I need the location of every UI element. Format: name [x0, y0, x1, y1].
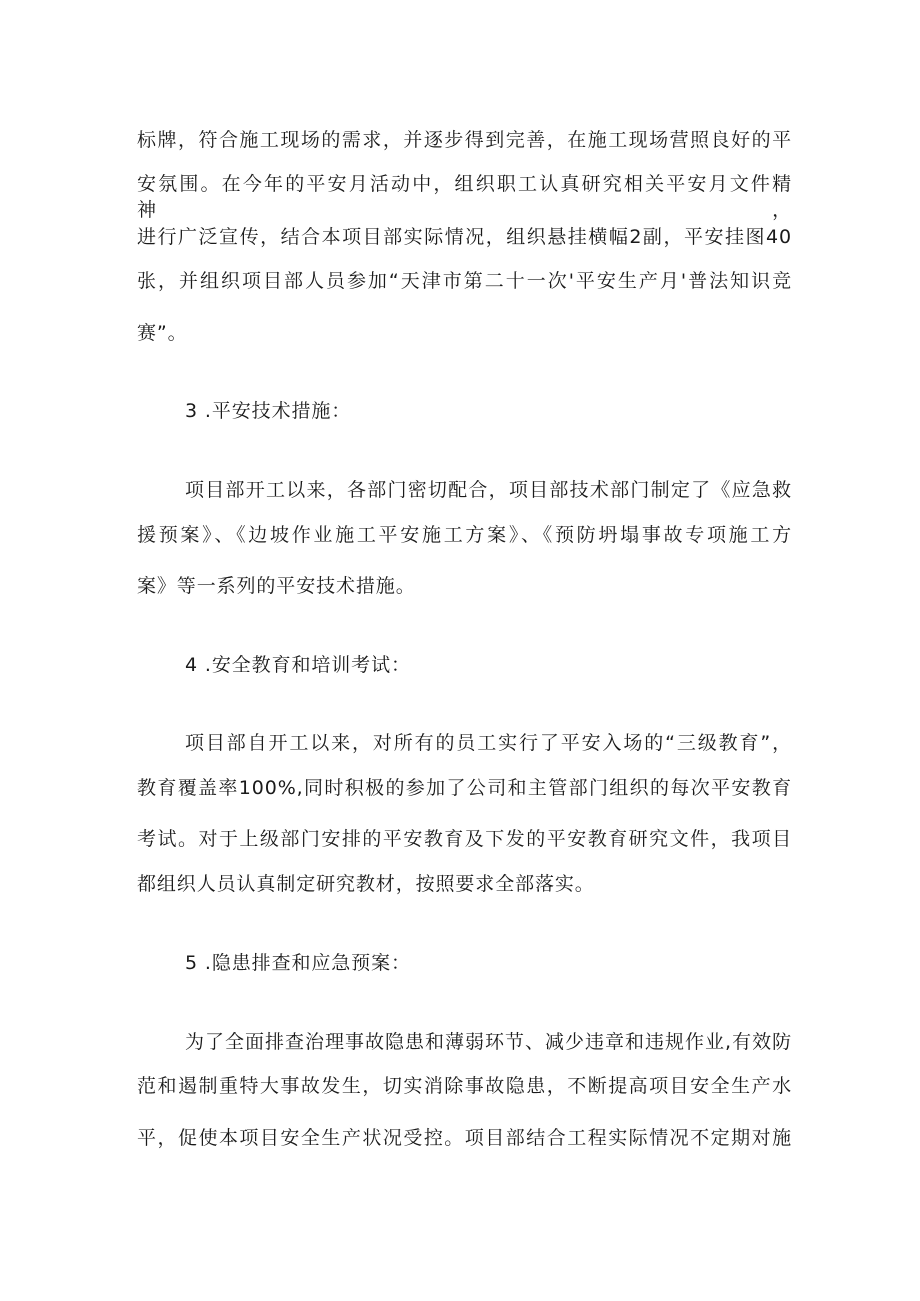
paragraph-intro-line-5: 赛”。: [137, 322, 188, 344]
paragraph-intro-line-2: 安氛围。在今年的平安月活动中，组织职工认真研究相关平安月文件精神，: [137, 173, 792, 221]
paragraph-3-line-2: 援预案》、《边坡作业施工平安施工方案》、《预防坍塌事故专项施工方: [137, 524, 792, 546]
section-heading-5: 5 .隐患排查和应急预案：: [185, 952, 411, 974]
paragraph-5-line-3: 平，促使本项目安全生产状况受控。项目部结合工程实际情况不定期对施: [137, 1127, 792, 1149]
paragraph-4-line-4: 都组织人员认真制定研究教材，按照要求全部落实。: [137, 873, 595, 895]
section-heading-4: 4 .安全教育和培训考试：: [185, 654, 411, 676]
paragraph-3-line-1: 项目部开工以来，各部门密切配合，项目部技术部门制定了《应急救: [185, 479, 792, 501]
paragraph-5-line-2: 范和遏制重特大事故发生，切实消除事故隐患，不断提高项目安全生产水: [137, 1075, 792, 1097]
paragraph-intro-line-3: 进行广泛宣传，结合本项目部实际情况，组织悬挂横幅2副，平安挂图40: [137, 226, 792, 248]
paragraph-intro-line-4: 张，并组织项目部人员参加“天津市第二十一次'平安生产月'普法知识竞: [137, 270, 792, 292]
paragraph-intro-line-1: 标牌，符合施工现场的需求，并逐步得到完善，在施工现场营照良好的平: [137, 129, 792, 151]
paragraph-4-line-1: 项目部自开工以来，对所有的员工实行了平安入场的“三级教育”，: [185, 732, 792, 754]
section-heading-3: 3 .平安技术措施：: [185, 400, 352, 422]
paragraph-4-line-2: 教育覆盖率100%,同时积极的参加了公司和主管部门组织的每次平安教育: [137, 777, 792, 799]
paragraph-4-line-3: 考试。对于上级部门安排的平安教育及下发的平安教育研究文件，我项目: [137, 828, 792, 850]
paragraph-5-line-1: 为了全面排查治理事故隐患和薄弱环节、减少违章和违规作业,有效防: [185, 1031, 792, 1053]
paragraph-3-line-3: 案》等一系列的平安技术措施。: [137, 575, 416, 597]
